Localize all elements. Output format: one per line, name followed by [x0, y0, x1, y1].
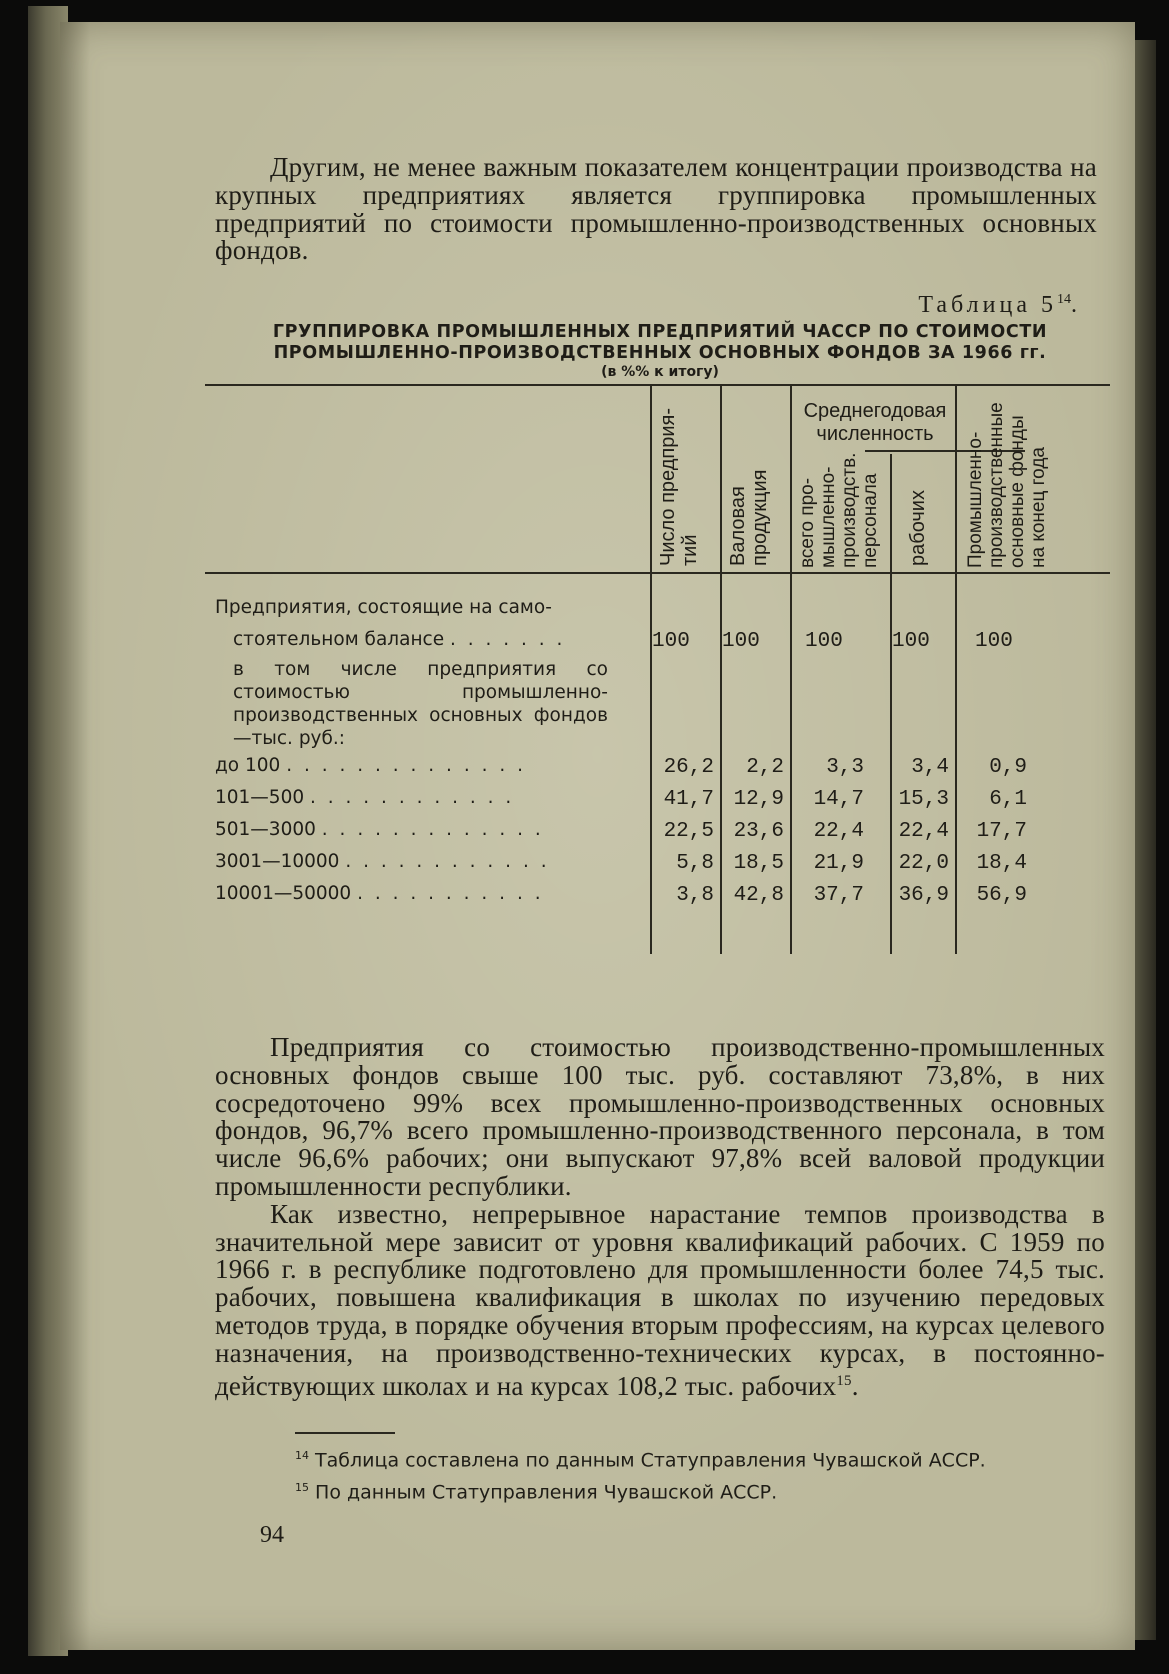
footnote-ref: 15 [295, 1481, 309, 1495]
cell-gross-output: 23,6 [733, 820, 784, 843]
cell-fixed-assets: 17,7 [976, 820, 1027, 843]
header-fixed-assets: Промышленно- производственные основные фонды на конец года [965, 402, 1049, 568]
table-top-rule [205, 384, 1110, 386]
book-page [60, 22, 1135, 1650]
intro-text [215, 154, 1097, 265]
cell-total-staff: 21,9 [813, 852, 864, 875]
footnote-text: Таблица составлена по данным Статуправления Чувашской АССР. [315, 1449, 986, 1472]
row-label-text: 501—3000 [215, 819, 316, 840]
paragraph-2: Предприятия со стоимостью производственно-промышленных основных фондов свыше 100 тыс. руб. составляют 73,8%, в них сосредоточено 99% всех промышленно-производственных основных фондов, 96,7% всего промышленно-производственного персонала, в том числе 96,6% рабочих; они выпускают 97,8% всей валовой продукции промышленности республики. [215, 1032, 1105, 1201]
total-row-label-1: Предприятия, состоящие на само- [215, 597, 552, 618]
table-title-line1: ГРУППИРОВКА ПРОМЫШЛЕННЫХ ПРЕДПРИЯТИЙ ЧАССР ПО СТОИМОСТИ [272, 322, 1048, 342]
cell-gross-output: 12,9 [733, 788, 784, 811]
table-title-line2: ПРОМЫШЛЕННО-ПРОИЗВОДСТВЕННЫХ ОСНОВНЫХ ФОНДОВ ЗА 1966 гг. [273, 343, 1047, 363]
table-row [205, 882, 1110, 912]
total-fixed-assets: 100 [975, 630, 1013, 653]
data-table [205, 384, 1120, 992]
total-staff: 100 [805, 630, 843, 653]
footnote-ref: 14 [295, 1449, 309, 1462]
row-label [215, 882, 544, 905]
table-title [215, 322, 1105, 364]
cell-total-staff: 37,7 [813, 884, 864, 907]
table-header-rule [205, 572, 1110, 574]
row-label-text: до 100 [215, 755, 281, 776]
footnote-text: По данным Статуправления Чувашской АССР. [315, 1481, 778, 1504]
cell-fixed-assets: 6,1 [989, 788, 1027, 811]
page-number: 94 [260, 1522, 284, 1548]
row-dots: . . . . . . . . . . . [357, 883, 544, 904]
total-row-label-2 [233, 628, 565, 651]
cell-enterprises: 3,8 [676, 884, 714, 907]
cell-workers: 3,4 [911, 756, 949, 779]
row-label [215, 818, 544, 841]
header-gross-output: Валовая продукция [727, 469, 771, 566]
cell-enterprises: 41,7 [663, 788, 714, 811]
paragraph-3 [215, 1198, 1105, 1401]
row-label [215, 786, 514, 809]
cell-gross-output: 18,5 [733, 852, 784, 875]
table-row [205, 818, 1110, 848]
header-enterprises: Число предприя- тий [657, 408, 701, 566]
row-dots: . . . . . . . . . . . . . [321, 819, 544, 840]
cell-total-staff: 22,4 [813, 820, 864, 843]
total-row-dots: . . . . . . . [449, 629, 566, 650]
cell-workers: 22,0 [898, 852, 949, 875]
page-edge [1132, 40, 1156, 1640]
footnote-item [295, 1442, 1095, 1474]
footnotes [295, 1442, 1095, 1507]
total-enterprises: 100 [652, 630, 690, 653]
paragraph-3-end: . [851, 1370, 859, 1401]
header-total-staff: всего про- мышленно- производств. персонала [797, 452, 881, 568]
row-label-text: 101—500 [215, 787, 305, 808]
cell-enterprises: 5,8 [676, 852, 714, 875]
footnote-rule [295, 1432, 395, 1434]
footnote-item [295, 1474, 1095, 1506]
table-row [205, 754, 1110, 784]
cell-fixed-assets: 0,9 [989, 756, 1027, 779]
cell-workers: 15,3 [898, 788, 949, 811]
cell-workers: 36,9 [898, 884, 949, 907]
table-row [205, 786, 1110, 816]
table-caption-text: Таблица 5 [918, 292, 1057, 318]
header-workers: рабочих [907, 490, 929, 566]
row-label-text: 3001—10000 [215, 851, 340, 872]
cell-enterprises: 22,5 [663, 820, 714, 843]
table-unit: (в %% к итогу) [601, 364, 719, 380]
total-gross-output: 100 [722, 630, 760, 653]
row-dots: . . . . . . . . . . . . . . [286, 755, 526, 776]
cell-enterprises: 26,2 [663, 756, 714, 779]
cell-gross-output: 42,8 [733, 884, 784, 907]
paragraph-3-ref: 15 [836, 1372, 852, 1389]
row-label [215, 754, 526, 777]
cell-total-staff: 14,7 [813, 788, 864, 811]
total-workers: 100 [892, 630, 930, 653]
total-row-label-text: стоятельном балансе [233, 629, 445, 650]
intro-paragraph: Другим, не менее важным показателем концентрации производства на крупных предприятиях является группировка промышленных предприятий по стоимости промышленно-производственных основных фондов. [215, 152, 1097, 266]
row-dots: . . . . . . . . . . . . [345, 851, 550, 872]
header-avg-headcount: Среднегодовая численность [803, 400, 947, 445]
subgroup-description: в том числе предприятия со стоимостью промышленно-производственных основных фондов—тыс. руб.: [233, 659, 608, 749]
table-caption-ref: 14 [1057, 292, 1071, 307]
row-label-text: 10001—50000 [215, 883, 352, 904]
cell-fixed-assets: 56,9 [976, 884, 1027, 907]
table-row [205, 850, 1110, 880]
paragraph-3-text: Как известно, непрерывное нарастание темпов производства в значительной мере зависит от уровня квалификаций рабочих. С 1959 по 1966 г. в республике подготовлено для промышленности более 74,5 тыс. рабочих, повышена квалификация в школах по изучению передовых методов труда, в порядке обучения вторым профессиям, на курсах целевого назначения, на производственно-технических курсах, в постоянно-действующих школах и на курсах 108,2 тыс. рабочих [215, 1198, 1105, 1401]
row-label [215, 850, 550, 873]
cell-workers: 22,4 [898, 820, 949, 843]
cell-gross-output: 2,2 [746, 756, 784, 779]
cell-total-staff: 3,3 [826, 756, 864, 779]
body-text [215, 1034, 1105, 1400]
row-dots: . . . . . . . . . . . . [310, 787, 515, 808]
cell-fixed-assets: 18,4 [976, 852, 1027, 875]
table-caption: Таблица $5^{14}$. [918, 292, 1081, 318]
